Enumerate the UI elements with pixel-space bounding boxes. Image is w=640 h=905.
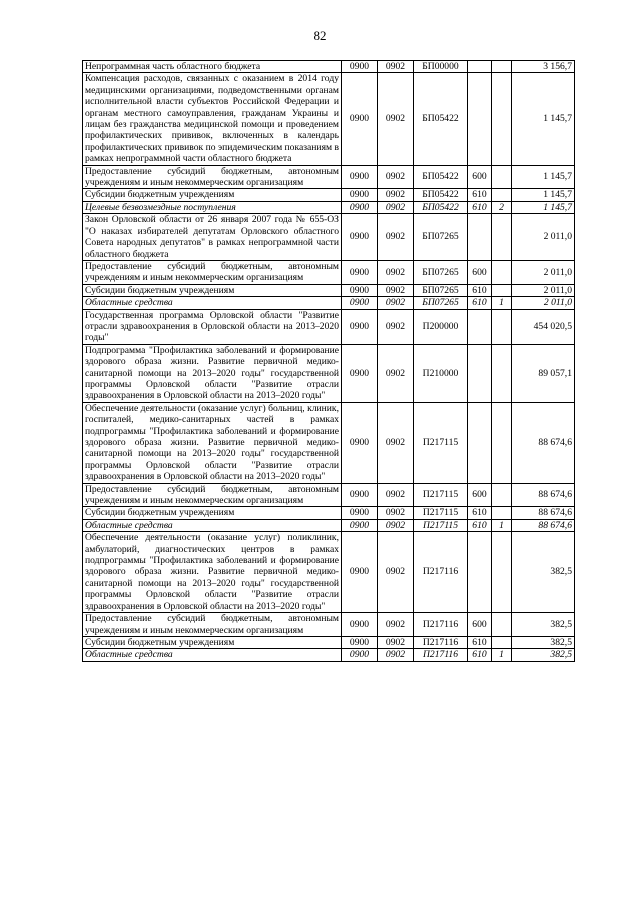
funding-source-code (492, 309, 512, 344)
expense-type-code: 600 (468, 165, 492, 189)
table-row (83, 532, 575, 613)
subsection-code: 0902 (378, 189, 414, 201)
funding-source-code (492, 532, 512, 613)
row-name: Субсидии бюджетным учреждениям (83, 189, 342, 201)
expense-type-code (468, 73, 492, 165)
subsection-code: 0902 (378, 532, 414, 613)
funding-source-code (492, 214, 512, 261)
target-article-code: БП07265 (414, 284, 468, 296)
row-name: Областные средства (83, 519, 342, 531)
expense-type-code (468, 214, 492, 261)
row-name: Областные средства (83, 297, 342, 309)
subsection-code: 0902 (378, 260, 414, 284)
row-name: Предоставление субсидий бюджетным, автономным учреждениям и иным некоммерческим организациям (83, 483, 342, 507)
funding-source-code (492, 189, 512, 201)
section-code: 0900 (342, 636, 378, 648)
table-row (83, 73, 575, 165)
funding-source-code (492, 613, 512, 637)
page-number: 82 (313, 28, 327, 43)
amount: 1 145,7 (512, 189, 575, 201)
table-row (83, 636, 575, 648)
subsection-code: 0902 (378, 613, 414, 637)
funding-source-code (492, 165, 512, 189)
funding-source-code (492, 260, 512, 284)
funding-source-code: 1 (492, 519, 512, 531)
section-code: 0900 (342, 260, 378, 284)
section-code: 0900 (342, 532, 378, 613)
section-code: 0900 (342, 344, 378, 402)
section-code: 0900 (342, 284, 378, 296)
target-article-code: П200000 (414, 309, 468, 344)
subsection-code: 0902 (378, 519, 414, 531)
section-code: 0900 (342, 214, 378, 261)
table-row (83, 344, 575, 402)
row-name: Государственная программа Орловской области "Развитие отрасли здравоохранения в Орловской области на 2013–2020 годы" (83, 309, 342, 344)
subsection-code: 0902 (378, 649, 414, 661)
section-code: 0900 (342, 402, 378, 483)
section-code: 0900 (342, 507, 378, 519)
table-row (83, 189, 575, 201)
row-name: Закон Орловской области от 26 января 2007 года № 655-ОЗ "О наказах избирателей депутатам Орловского областного Совета народных депутатов" в рамках непрограммной части областного бюджета (83, 214, 342, 261)
amount: 88 674,6 (512, 507, 575, 519)
table-row (83, 260, 575, 284)
table-row (83, 61, 575, 73)
target-article-code: П217116 (414, 532, 468, 613)
table-row (83, 201, 575, 213)
subsection-code: 0902 (378, 214, 414, 261)
table-row (83, 649, 575, 661)
table-row (83, 284, 575, 296)
expense-type-code: 610 (468, 636, 492, 648)
subsection-code: 0902 (378, 507, 414, 519)
amount: 382,5 (512, 613, 575, 637)
subsection-code: 0902 (378, 201, 414, 213)
table-row (83, 214, 575, 261)
row-name: Компенсация расходов, связанных с оказанием в 2014 году медицинскими организациями, подведомственными органам исполнительной власти субъектов Российской Федерации и органам местного самоуправления, гражданам Украины и лицам без гражданства медицинской помощи и проведением профилактических прививок, включенных в календарь профилактических прививок по эпидемическим показаниям в рамках непрограммной части областного бюджета (83, 73, 342, 165)
section-code: 0900 (342, 73, 378, 165)
target-article-code: БП05422 (414, 73, 468, 165)
table-row (83, 309, 575, 344)
expense-type-code: 600 (468, 483, 492, 507)
funding-source-code: 1 (492, 297, 512, 309)
subsection-code: 0902 (378, 297, 414, 309)
subsection-code: 0902 (378, 284, 414, 296)
section-code: 0900 (342, 613, 378, 637)
funding-source-code: 2 (492, 201, 512, 213)
table-row (83, 613, 575, 637)
amount: 2 011,0 (512, 214, 575, 261)
target-article-code: П217116 (414, 649, 468, 661)
subsection-code: 0902 (378, 61, 414, 73)
table-row (83, 165, 575, 189)
expense-type-code: 610 (468, 189, 492, 201)
funding-source-code (492, 73, 512, 165)
target-article-code: БП07265 (414, 214, 468, 261)
expense-type-code: 610 (468, 649, 492, 661)
table-row (83, 507, 575, 519)
expense-type-code: 610 (468, 519, 492, 531)
amount: 88 674,6 (512, 402, 575, 483)
funding-source-code (492, 61, 512, 73)
amount: 88 674,6 (512, 483, 575, 507)
subsection-code: 0902 (378, 402, 414, 483)
expense-type-code: 600 (468, 613, 492, 637)
expense-type-code: 610 (468, 284, 492, 296)
subsection-code: 0902 (378, 73, 414, 165)
target-article-code: П217115 (414, 507, 468, 519)
expense-type-code: 610 (468, 507, 492, 519)
amount: 89 057,1 (512, 344, 575, 402)
row-name: Субсидии бюджетным учреждениям (83, 507, 342, 519)
expense-type-code (468, 309, 492, 344)
subsection-code: 0902 (378, 483, 414, 507)
row-name: Обеспечение деятельности (оказание услуг) больниц, клиник, госпиталей, медико-санитарных частей в рамках подпрограммы "Профилактика заболеваний и формирование здорового образа жизни. Развитие первичной медико-санитарной помощи на 2013–2020 годы" государственной программы Орловской области "Развитие отрасли здравоохранения в Орловской области на 2013–2020 годы" (83, 402, 342, 483)
subsection-code: 0902 (378, 636, 414, 648)
row-name: Субсидии бюджетным учреждениям (83, 284, 342, 296)
amount: 382,5 (512, 636, 575, 648)
target-article-code: БП05422 (414, 201, 468, 213)
subsection-code: 0902 (378, 344, 414, 402)
table-row (83, 483, 575, 507)
funding-source-code (492, 636, 512, 648)
amount: 1 145,7 (512, 165, 575, 189)
table-row (83, 519, 575, 531)
target-article-code: П217115 (414, 402, 468, 483)
section-code: 0900 (342, 189, 378, 201)
amount: 2 011,0 (512, 284, 575, 296)
amount: 88 674,6 (512, 519, 575, 531)
section-code: 0900 (342, 483, 378, 507)
target-article-code: П217116 (414, 613, 468, 637)
target-article-code: БП05422 (414, 165, 468, 189)
amount: 454 020,5 (512, 309, 575, 344)
subsection-code: 0902 (378, 309, 414, 344)
expense-type-code (468, 344, 492, 402)
target-article-code: П217115 (414, 519, 468, 531)
row-name: Обеспечение деятельности (оказание услуг) поликлиник, амбулаторий, диагностических центров в рамках подпрограммы "Профилактика заболеваний и формирование здорового образа жизни. Развитие первичной медико-санитарной помощи на 2013–2020 годы" государственной программы Орловской области "Развитие отрасли здравоохранения в Орловской области на 2013–2020 годы" (83, 532, 342, 613)
row-name: Субсидии бюджетным учреждениям (83, 636, 342, 648)
funding-source-code (492, 344, 512, 402)
section-code: 0900 (342, 309, 378, 344)
table-row (83, 402, 575, 483)
amount: 1 145,7 (512, 201, 575, 213)
budget-table (82, 60, 575, 662)
amount: 2 011,0 (512, 260, 575, 284)
target-article-code: БП07265 (414, 260, 468, 284)
expense-type-code: 600 (468, 260, 492, 284)
row-name: Непрограммная часть областного бюджета (83, 61, 342, 73)
funding-source-code: 1 (492, 649, 512, 661)
amount: 382,5 (512, 649, 575, 661)
row-name: Предоставление субсидий бюджетным, автономным учреждениям и иным некоммерческим организациям (83, 260, 342, 284)
expense-type-code (468, 61, 492, 73)
funding-source-code (492, 402, 512, 483)
target-article-code: БП00000 (414, 61, 468, 73)
expense-type-code (468, 402, 492, 483)
subsection-code: 0902 (378, 165, 414, 189)
target-article-code: БП05422 (414, 189, 468, 201)
amount: 1 145,7 (512, 73, 575, 165)
amount: 382,5 (512, 532, 575, 613)
row-name: Целевые безвозмездные поступления (83, 201, 342, 213)
funding-source-code (492, 483, 512, 507)
amount: 3 156,7 (512, 61, 575, 73)
section-code: 0900 (342, 297, 378, 309)
section-code: 0900 (342, 519, 378, 531)
expense-type-code: 610 (468, 201, 492, 213)
amount: 2 011,0 (512, 297, 575, 309)
row-name: Областные средства (83, 649, 342, 661)
section-code: 0900 (342, 61, 378, 73)
target-article-code: П217115 (414, 483, 468, 507)
expense-type-code (468, 532, 492, 613)
row-name: Предоставление субсидий бюджетным, автономным учреждениям и иным некоммерческим организациям (83, 613, 342, 637)
table-row (83, 297, 575, 309)
section-code: 0900 (342, 201, 378, 213)
budget-table-body (83, 61, 575, 662)
funding-source-code (492, 507, 512, 519)
row-name: Подпрограмма "Профилактика заболеваний и формирование здорового образа жизни. Развитие первичной медико-санитарной помощи на 2013–2020 годы" государственной программы Орловской области "Развитие отрасли здравоохранения в Орловской области на 2013–2020 годы" (83, 344, 342, 402)
section-code: 0900 (342, 649, 378, 661)
target-article-code: БП07265 (414, 297, 468, 309)
expense-type-code: 610 (468, 297, 492, 309)
row-name: Предоставление субсидий бюджетным, автономным учреждениям и иным некоммерческим организациям (83, 165, 342, 189)
target-article-code: П217116 (414, 636, 468, 648)
target-article-code: П210000 (414, 344, 468, 402)
funding-source-code (492, 284, 512, 296)
section-code: 0900 (342, 165, 378, 189)
